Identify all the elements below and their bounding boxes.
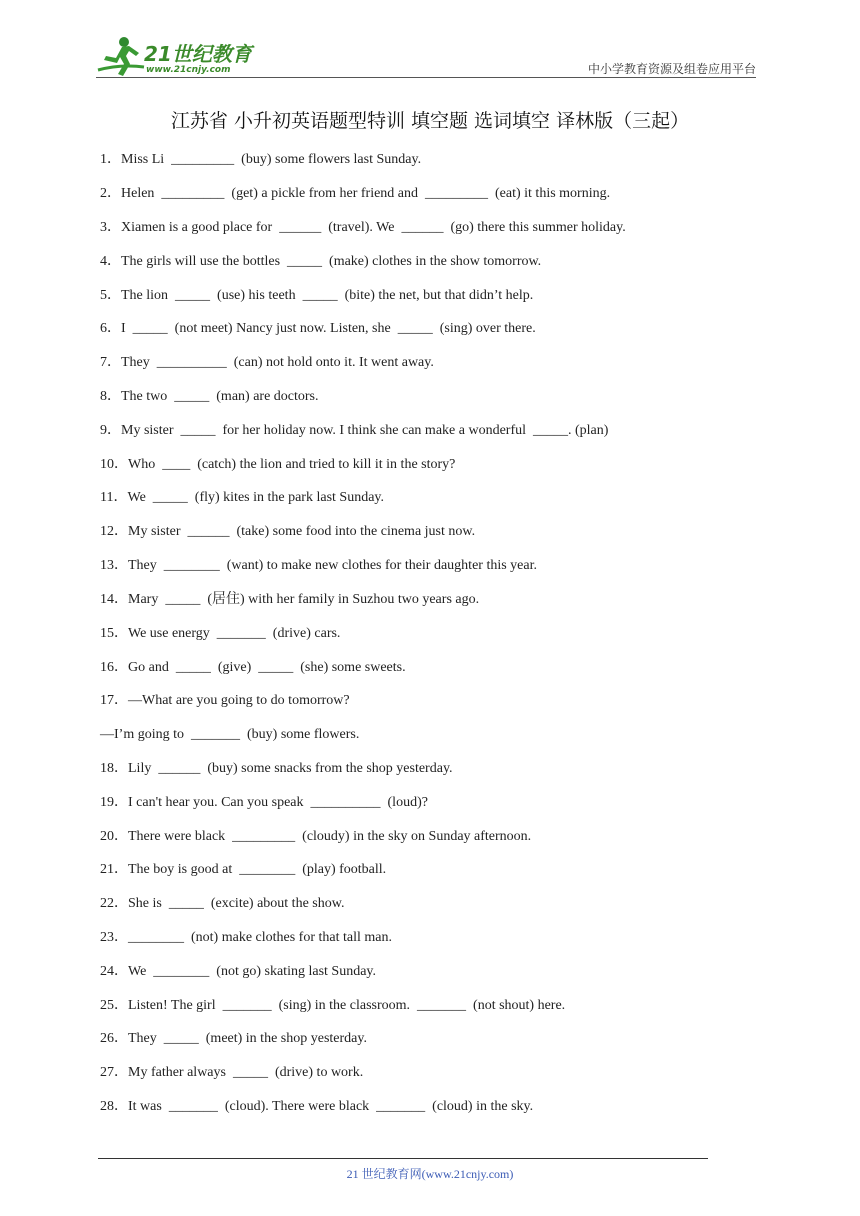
question-22: 22．She is _____ (excite) about the show. bbox=[100, 896, 345, 911]
runner-logo-icon bbox=[96, 34, 146, 78]
question-7: 7．They __________ (can) not hold onto it. It went away. bbox=[100, 355, 434, 370]
question-9: 9．My sister _____ for her holiday now. I think she can make a wonderful _____. (plan) bbox=[100, 423, 609, 438]
question-14: 14．Mary _____ (居住) with her family in Suzhou two years ago. bbox=[100, 592, 480, 607]
question-20: 20．There were black _________ (cloudy) in the sky on Sunday afternoon. bbox=[100, 829, 532, 844]
platform-name: 中小学教育资源及组卷应用平台 bbox=[587, 62, 756, 76]
question-25: 25．Listen! The girl _______ (sing) in the classroom. _______ (not shout) here. bbox=[100, 998, 566, 1013]
logo-url: www.21cnjy.com bbox=[146, 65, 231, 75]
question-5: 5．The lion _____ (use) his teeth _____ (bite) the net, but that didn’t help. bbox=[100, 288, 534, 303]
question-27: 27．My father always _____ (drive) to work. bbox=[100, 1065, 364, 1080]
question-15: 15．We use energy _______ (drive) cars. bbox=[100, 626, 341, 641]
footer-divider bbox=[98, 1158, 708, 1159]
question-21: 21．The boy is good at ________ (play) football. bbox=[100, 862, 387, 877]
question-17: 17．—What are you going to do tomorrow? bbox=[100, 693, 350, 708]
footer-source: 21 世纪教育网(www.21cnjy.com) bbox=[346, 1167, 514, 1181]
header-divider bbox=[96, 77, 756, 78]
question-24: 24．We ________ (not go) skating last Sunday. bbox=[100, 964, 376, 979]
question-10: 10．Who ____ (catch) the lion and tried to kill it in the story? bbox=[100, 457, 456, 472]
question-19: 19．I can't hear you. Can you speak __________ (loud)? bbox=[100, 795, 428, 810]
question-4: 4．The girls will use the bottles _____ (make) clothes in the show tomorrow. bbox=[100, 254, 542, 269]
question-11: 11．We _____ (fly) kites in the park last Sunday. bbox=[100, 490, 385, 505]
question-3: 3．Xiamen is a good place for ______ (travel). We ______ (go) there this summer holiday. bbox=[100, 220, 626, 235]
question-26: 26．They _____ (meet) in the shop yesterday. bbox=[100, 1031, 367, 1046]
logo-text: 21世纪教育 bbox=[144, 42, 252, 66]
question-1: 1．Miss Li _________ (buy) some flowers last Sunday. bbox=[100, 152, 422, 167]
question-12: 12．My sister ______ (take) some food into the cinema just now. bbox=[100, 524, 476, 539]
question-16: 16．Go and _____ (give) _____ (she) some sweets. bbox=[100, 660, 406, 675]
question-23: 23．________ (not) make clothes for that tall man. bbox=[100, 930, 392, 945]
question-6: 6．I _____ (not meet) Nancy just now. Listen, she _____ (sing) over there. bbox=[100, 321, 536, 336]
question-18: 18．Lily ______ (buy) some snacks from the shop yesterday. bbox=[100, 761, 453, 776]
question-17-answer-line: —I’m going to _______ (buy) some flowers. bbox=[100, 727, 360, 742]
page-title: 江苏省 小升初英语题型特训 填空题 选词填空 译林版（三起） bbox=[170, 110, 690, 132]
question-2: 2．Helen _________ (get) a pickle from her friend and _________ (eat) it this morning. bbox=[100, 186, 611, 201]
question-28: 28．It was _______ (cloud). There were black _______ (cloud) in the sky. bbox=[100, 1099, 534, 1114]
page-header bbox=[96, 30, 756, 78]
question-8: 8．The two _____ (man) are doctors. bbox=[100, 389, 319, 404]
logo bbox=[96, 34, 266, 78]
question-13: 13．They ________ (want) to make new clothes for their daughter this year. bbox=[100, 558, 537, 573]
